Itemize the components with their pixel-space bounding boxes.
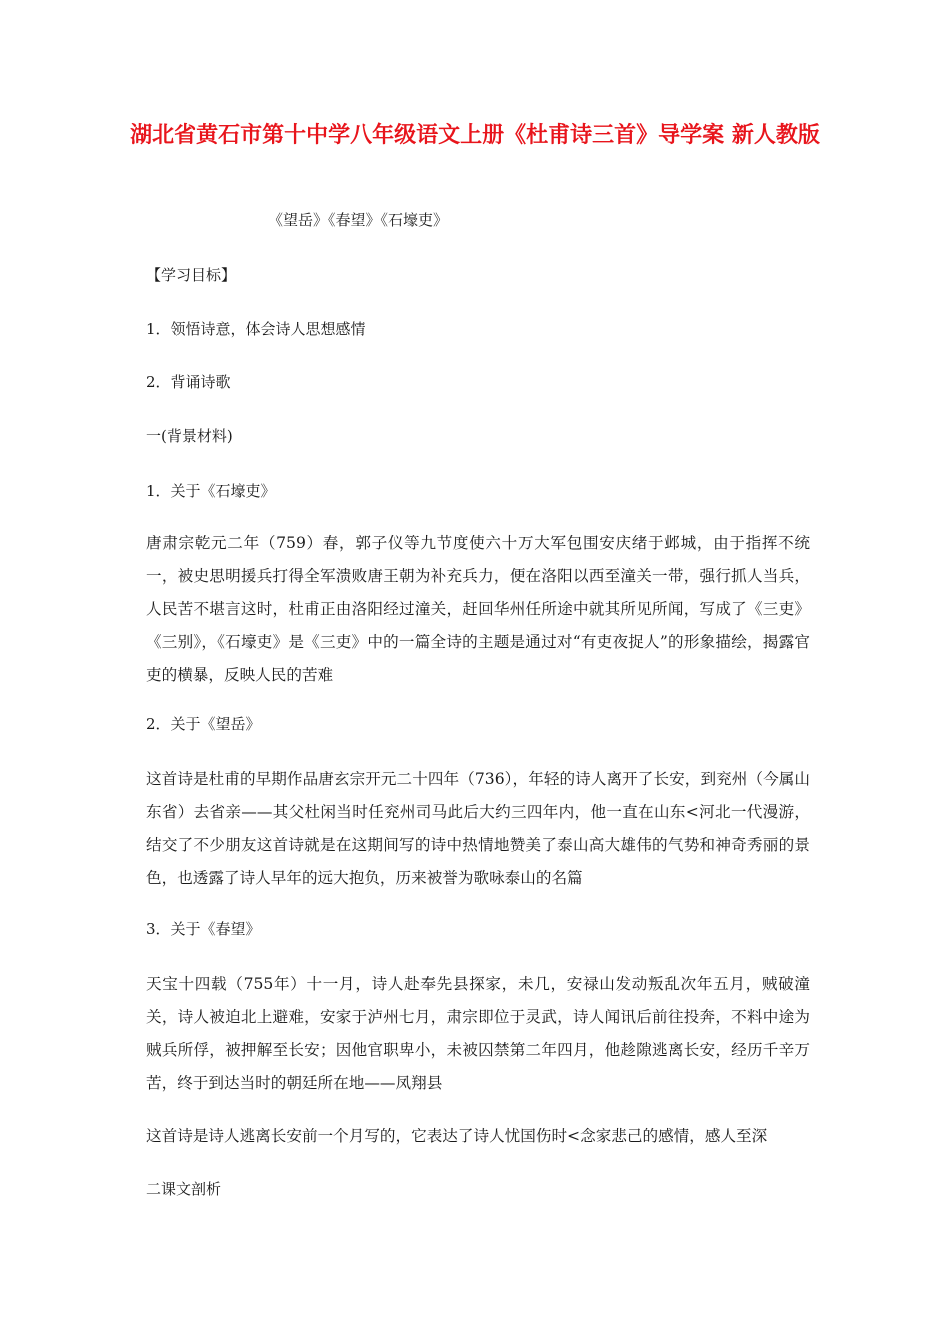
document-title: 湖北省黄石市第十中学八年级语文上册《杜甫诗三首》导学案 新人教版 — [130, 123, 820, 148]
section-heading-analysis: 二课文剖析 — [146, 1180, 222, 1198]
section-heading-background: 一(背景材料) — [146, 427, 233, 445]
paragraph-chunwang-note: 这首诗是诗人逃离长安前一个月写的，它表达了诗人忧国伤时<念家悲己的感情，感人至深 — [146, 1127, 768, 1145]
objectives-heading: 【学习目标】 — [146, 266, 237, 284]
paragraph-shihaoli: 唐肃宗乾元二年（759）春，郭子仪等九节度使六十万大军包围安庆绪于邺城，由于指挥不统一，被史思明援兵打得全军溃败唐王朝为补充兵力，便在洛阳以西至潼关一带，强行抓人当兵，人民苦不堪言这时，杜甫正由洛阳经过潼关，赶回华州任所途中就其所见所闻，写成了《三吏》《三别》，《石壕吏》是《三吏》中的一篇全诗的主题是通过对“有吏夜捉人”的形象描绘，揭露官吏的横暴，反映人民的苦难 — [146, 534, 810, 684]
poem-titles-subtitle: 《望岳》《春望》《石壕吏》 — [268, 211, 449, 229]
subsection-heading-wangyue: 2．关于《望岳》 — [146, 715, 261, 733]
subsection-heading-chunwang: 3．关于《春望》 — [146, 920, 261, 938]
paragraph-wangyue: 这首诗是杜甫的早期作品唐玄宗开元二十四年（736），年轻的诗人离开了长安，到兖州（今属山东省）去省亲——其父杜闲当时任兖州司马此后大约三四年内，他一直在山东<河北一代漫游，结交了不少朋友这首诗就是在这期间写的诗中热情地赞美了泰山高大雄伟的气势和神奇秀丽的景色，也透露了诗人早年的远大抱负，历来被誉为歌咏泰山的名篇 — [146, 770, 810, 887]
paragraph-chunwang: 天宝十四载（755年）十一月，诗人赴奉先县探家，未几，安禄山发动叛乱次年五月，贼破潼关，诗人被迫北上避难，安家于泸州七月，肃宗即位于灵武，诗人闻讯后前往投奔，不料中途为贼兵所俘，被押解至长安；因他官职卑小，未被囚禁第二年四月，他趁隙逃离长安，经历千辛万苦，终于到达当时的朝廷所在地——凤翔县 — [146, 975, 810, 1092]
objective-item: 1．领悟诗意，体会诗人思想感情 — [146, 320, 366, 338]
objective-item: 2．背诵诗歌 — [146, 373, 231, 391]
subsection-heading-shihaoli: 1．关于《石壕吏》 — [146, 482, 276, 500]
